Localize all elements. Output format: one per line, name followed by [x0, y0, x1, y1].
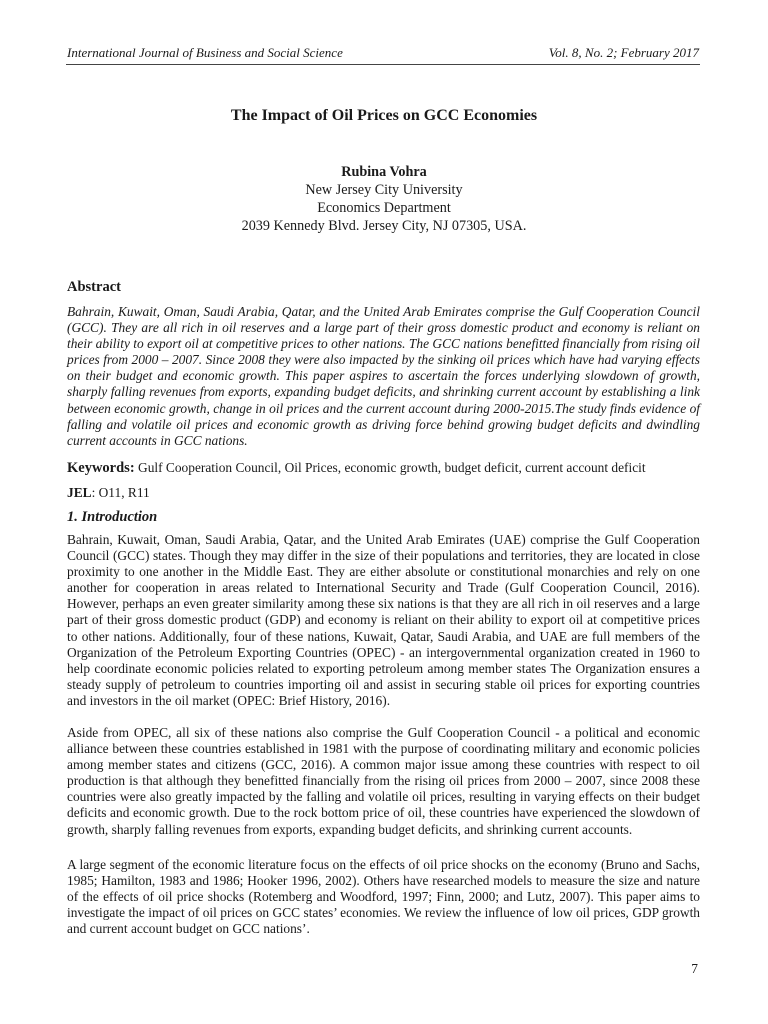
author-block: [0, 163, 768, 235]
intro-paragraph-3: A large segment of the economic literature focus on the effects of oil price shocks on the economy (Bruno and Sachs, 1985; Hamilton, 1983 and 1986; Hooker 1996, 2002). Others have researched models to measure the size and nature of the effects of oil price shocks (Rotemberg and Woodford, 1997; Finn, 2000; and Lutz, 2007). This paper aims to investigate the impact of oil prices on GCC states’ economies. We review the influence of low oil prices, GDP growth and current account budget on GCC nations’.: [67, 857, 700, 937]
issue-info: Vol. 8, No. 2; February 2017: [548, 45, 699, 60]
page-number: 7: [691, 961, 698, 976]
abstract-text: Bahrain, Kuwait, Oman, Saudi Arabia, Qatar, and the United Arab Emirates comprise the Gulf Cooperation Council (GCC). They are all rich in oil reserves and a large part of their gross domestic product and economy is reliant on their ability to export oil at competitive prices to other nations. The GCC nations benefitted financially from rising oil prices from 2000 – 2007. Since 2008 they were also impacted by the sinking oil prices which have had varying effects on their budget and economic growth. This paper aspires to ascertain the forces underlying slowdown of growth, sharply falling revenues from exports, expanding budget deficits, and shrinking current account by establishing a link between economic growth, change in oil prices and the current account during 2000-2015.The study finds evidence of falling and volatile oil prices and economic growth as driving force behind growing budget deficits and dwindling current accounts in GCC nations.: [67, 304, 700, 448]
keywords-line: [67, 459, 707, 477]
author-department: Economics Department: [317, 200, 451, 216]
keywords-label: Keywords:: [67, 460, 135, 476]
intro-paragraph-2: Aside from OPEC, all six of these nations also comprise the Gulf Cooperation Council - a political and economic alliance between these countries established in 1981 with the purpose of coordinating military and economic policies among member states and citizens (GCC, 2016). A common major issue among these countries with respect to oil production is that although they benefitted financially from the rising oil prices from 2000 – 2007, since 2008 these countries were also greatly impacted by the falling and volatile oil prices, resulting in varying effects on their budget deficits and economic growth. Due to the rock bottom price of oil, these countries have experienced the slowdown of growth, sharply falling revenues from exports, expanding budget deficits, and shrinking current accounts.: [67, 725, 700, 837]
author-address: 2039 Kennedy Blvd. Jersey City, NJ 07305, USA.: [241, 218, 527, 234]
introduction-heading: 1. Introduction: [67, 509, 158, 525]
journal-name: International Journal of Business and Social Science: [67, 45, 343, 60]
jel-label: JEL: [67, 485, 92, 500]
jel-line: [67, 484, 707, 501]
abstract-heading: Abstract: [67, 279, 121, 295]
running-header: [67, 45, 699, 61]
jel-codes: : O11, R11: [91, 485, 150, 500]
intro-paragraph-1: Bahrain, Kuwait, Oman, Saudi Arabia, Qatar, and the United Arab Emirates (UAE) comprise the Gulf Cooperation Council (GCC) states. Though they may differ in the size of their populations and territories, they are located in close proximity to one another in the Middle East. They are either absolute or constitutional monarchies and rely on one another for cooperation in areas related to International Security and Trade (Gulf Cooperation Council, 2016). However, perhaps an even greater similarity among these six nations is that they are all rich in oil reserves and a large part of their gross domestic product (GDP) and economy is reliant on their ability to export oil at competitive prices to other nations. Additionally, four of these nations, Kuwait, Qatar, Saudi Arabia, and UAE are full members of the Organization of the Petroleum Exporting Countries (OPEC) - an intergovernmental organization created in 1960 to help coordinate economic policies related to exporting petroleum among member states The Organization ensures a steady supply of petroleum to countries importing oil and assist in securing stable oil prices for exporting countries and investors in the oil market (OPEC: Brief History, 2016).: [67, 532, 700, 708]
header-rule: [66, 64, 700, 65]
paper-title: The Impact of Oil Prices on GCC Economies: [230, 107, 538, 124]
author-affiliation: New Jersey City University: [305, 182, 463, 198]
author-name: Rubina Vohra: [341, 164, 427, 180]
keywords-text: Gulf Cooperation Council, Oil Prices, economic growth, budget deficit, current account deficit: [138, 460, 646, 475]
